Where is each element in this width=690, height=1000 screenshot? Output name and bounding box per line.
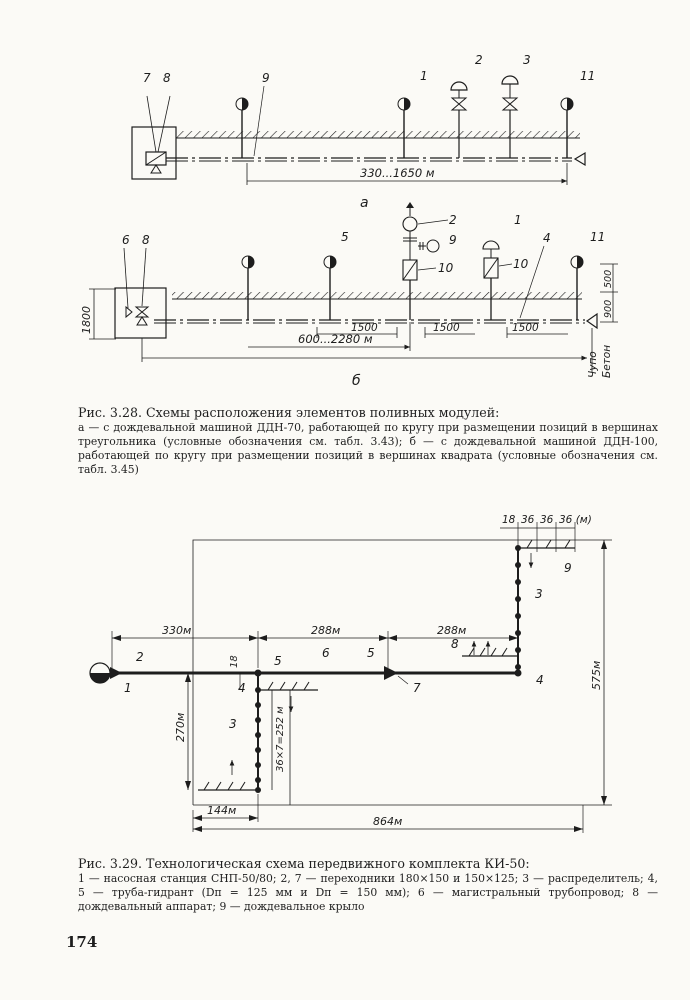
callout-label: 11 xyxy=(590,230,606,244)
figure-sublabel: б xyxy=(352,373,361,389)
ground-hatch-a xyxy=(172,131,580,138)
dimension-label: 330м xyxy=(162,624,192,637)
riser-assembly-icon xyxy=(483,241,499,320)
dimension-label: 144м xyxy=(207,804,237,817)
caption-body: 1 — насосная станция СНП-50/80; 2, 7 — переходники 180×150 и 150×125; 3 — распределитель; 4, 5 — труба-гидрант (Dп = 125 мм и Dп = 150 мм); 6 — магистральный трубопровод; 8 — дождевальный аппарат; 9 — дождевальное крыло xyxy=(78,872,658,913)
callout-label: 1 xyxy=(420,69,428,83)
hydrant-icon xyxy=(515,670,522,677)
hydrant-icon xyxy=(324,256,336,320)
page-number: 174 xyxy=(66,933,98,951)
dimension-label: 900 xyxy=(603,299,614,318)
dimension-label: 575м xyxy=(590,660,603,690)
callout-label: 1 xyxy=(124,681,132,695)
adapter-icon xyxy=(384,666,398,680)
callout-label: 4 xyxy=(238,681,246,695)
dimension-label: 36 (м) xyxy=(559,514,592,526)
hydrant-icon xyxy=(398,98,410,158)
callout-label: 10 xyxy=(438,261,454,275)
caption-title: Рис. 3.28. Схемы расположения элементов поливных модулей: xyxy=(78,405,500,420)
callout-label: 3 xyxy=(523,53,531,67)
ground-label: Чупо xyxy=(587,351,599,378)
caption-body: а — с дождевальной машиной ДДН-70, работающей по кругу при размещении позиций в вершинах треугольника (условные обозначения см. табл. 3.43); б — с дождевальной машиной ДДН-100, работающей по кругу при размещении позиций в вершинах квадрата (условные обозначения см. табл. 3.45) xyxy=(78,421,658,476)
callout-label: 6 xyxy=(122,233,130,247)
dimension-label: 330...1650 м xyxy=(360,166,435,180)
callout-label: 2 xyxy=(475,53,483,67)
callout-label: 6 xyxy=(322,646,330,660)
dimension-label: 18 xyxy=(502,514,516,526)
dimension-label: 864м xyxy=(373,815,403,828)
hydrant-icon xyxy=(236,98,248,158)
figure-sublabel: а xyxy=(360,195,369,211)
callout-label: 4 xyxy=(543,231,551,245)
riser-assembly-icon xyxy=(403,202,439,320)
callout-label: 9 xyxy=(262,71,270,85)
end-plug-icon xyxy=(575,153,585,165)
callout-label: 11 xyxy=(580,69,596,83)
dimension-label: 1800 xyxy=(80,306,93,334)
pump-station-box xyxy=(132,127,176,179)
callout-label: 3 xyxy=(229,717,237,731)
dimension-label: 1500 xyxy=(512,322,539,334)
callout-label: 3 xyxy=(535,587,543,601)
callout-label: 8 xyxy=(142,233,150,247)
hydrant-icon xyxy=(571,256,583,320)
hydrant-icon xyxy=(242,256,254,320)
callout-label: 8 xyxy=(451,637,459,651)
dimension-label: 1500 xyxy=(351,322,378,334)
callout-label: 5 xyxy=(367,646,375,660)
caption-fig-3-29 xyxy=(78,856,658,914)
end-plug-icon xyxy=(587,314,597,328)
callout-label: 2 xyxy=(449,213,457,227)
callout-label: 5 xyxy=(274,654,282,668)
callout-label: 2 xyxy=(136,650,144,664)
dimension-label: 36 xyxy=(521,514,535,526)
sprinkler-valve-icon xyxy=(502,76,518,158)
dimension-label: 288м xyxy=(311,624,341,637)
callout-label: 4 xyxy=(536,673,544,687)
ground-label: Бетон xyxy=(601,344,613,378)
figure-b xyxy=(80,202,618,389)
dimension-label: 500 xyxy=(603,269,614,288)
figure-a xyxy=(132,53,595,211)
dimension-label: 18 xyxy=(229,655,240,668)
figure-329 xyxy=(90,514,612,833)
callout-label: 1 xyxy=(514,213,522,227)
callout-label: 5 xyxy=(341,230,349,244)
dimension-label: 288м xyxy=(437,624,467,637)
caption-title: Рис. 3.29. Технологическая схема передвижного комплекта КИ-50: xyxy=(78,856,530,871)
caption-fig-3-28 xyxy=(78,405,658,477)
adapter-icon xyxy=(110,667,122,679)
callout-label: 7 xyxy=(413,681,421,695)
sprinkler-valve-icon xyxy=(451,82,467,158)
callout-label: 9 xyxy=(564,561,572,575)
callout-label: 9 xyxy=(449,233,457,247)
hydrant-icon xyxy=(561,98,573,158)
callout-label: 10 xyxy=(513,257,529,271)
callout-label: 8 xyxy=(163,71,171,85)
ground-hatch-b xyxy=(172,292,582,299)
dimension-label: 36×7=252 м xyxy=(275,706,286,772)
callout-label: 7 xyxy=(143,71,151,85)
dimension-label: 1500 xyxy=(433,322,460,334)
dimension-label: 270м xyxy=(174,712,187,742)
pump-station-icon xyxy=(90,663,110,683)
dimension-label: 36 xyxy=(540,514,554,526)
dimension-label: 600...2280 м xyxy=(298,332,373,346)
